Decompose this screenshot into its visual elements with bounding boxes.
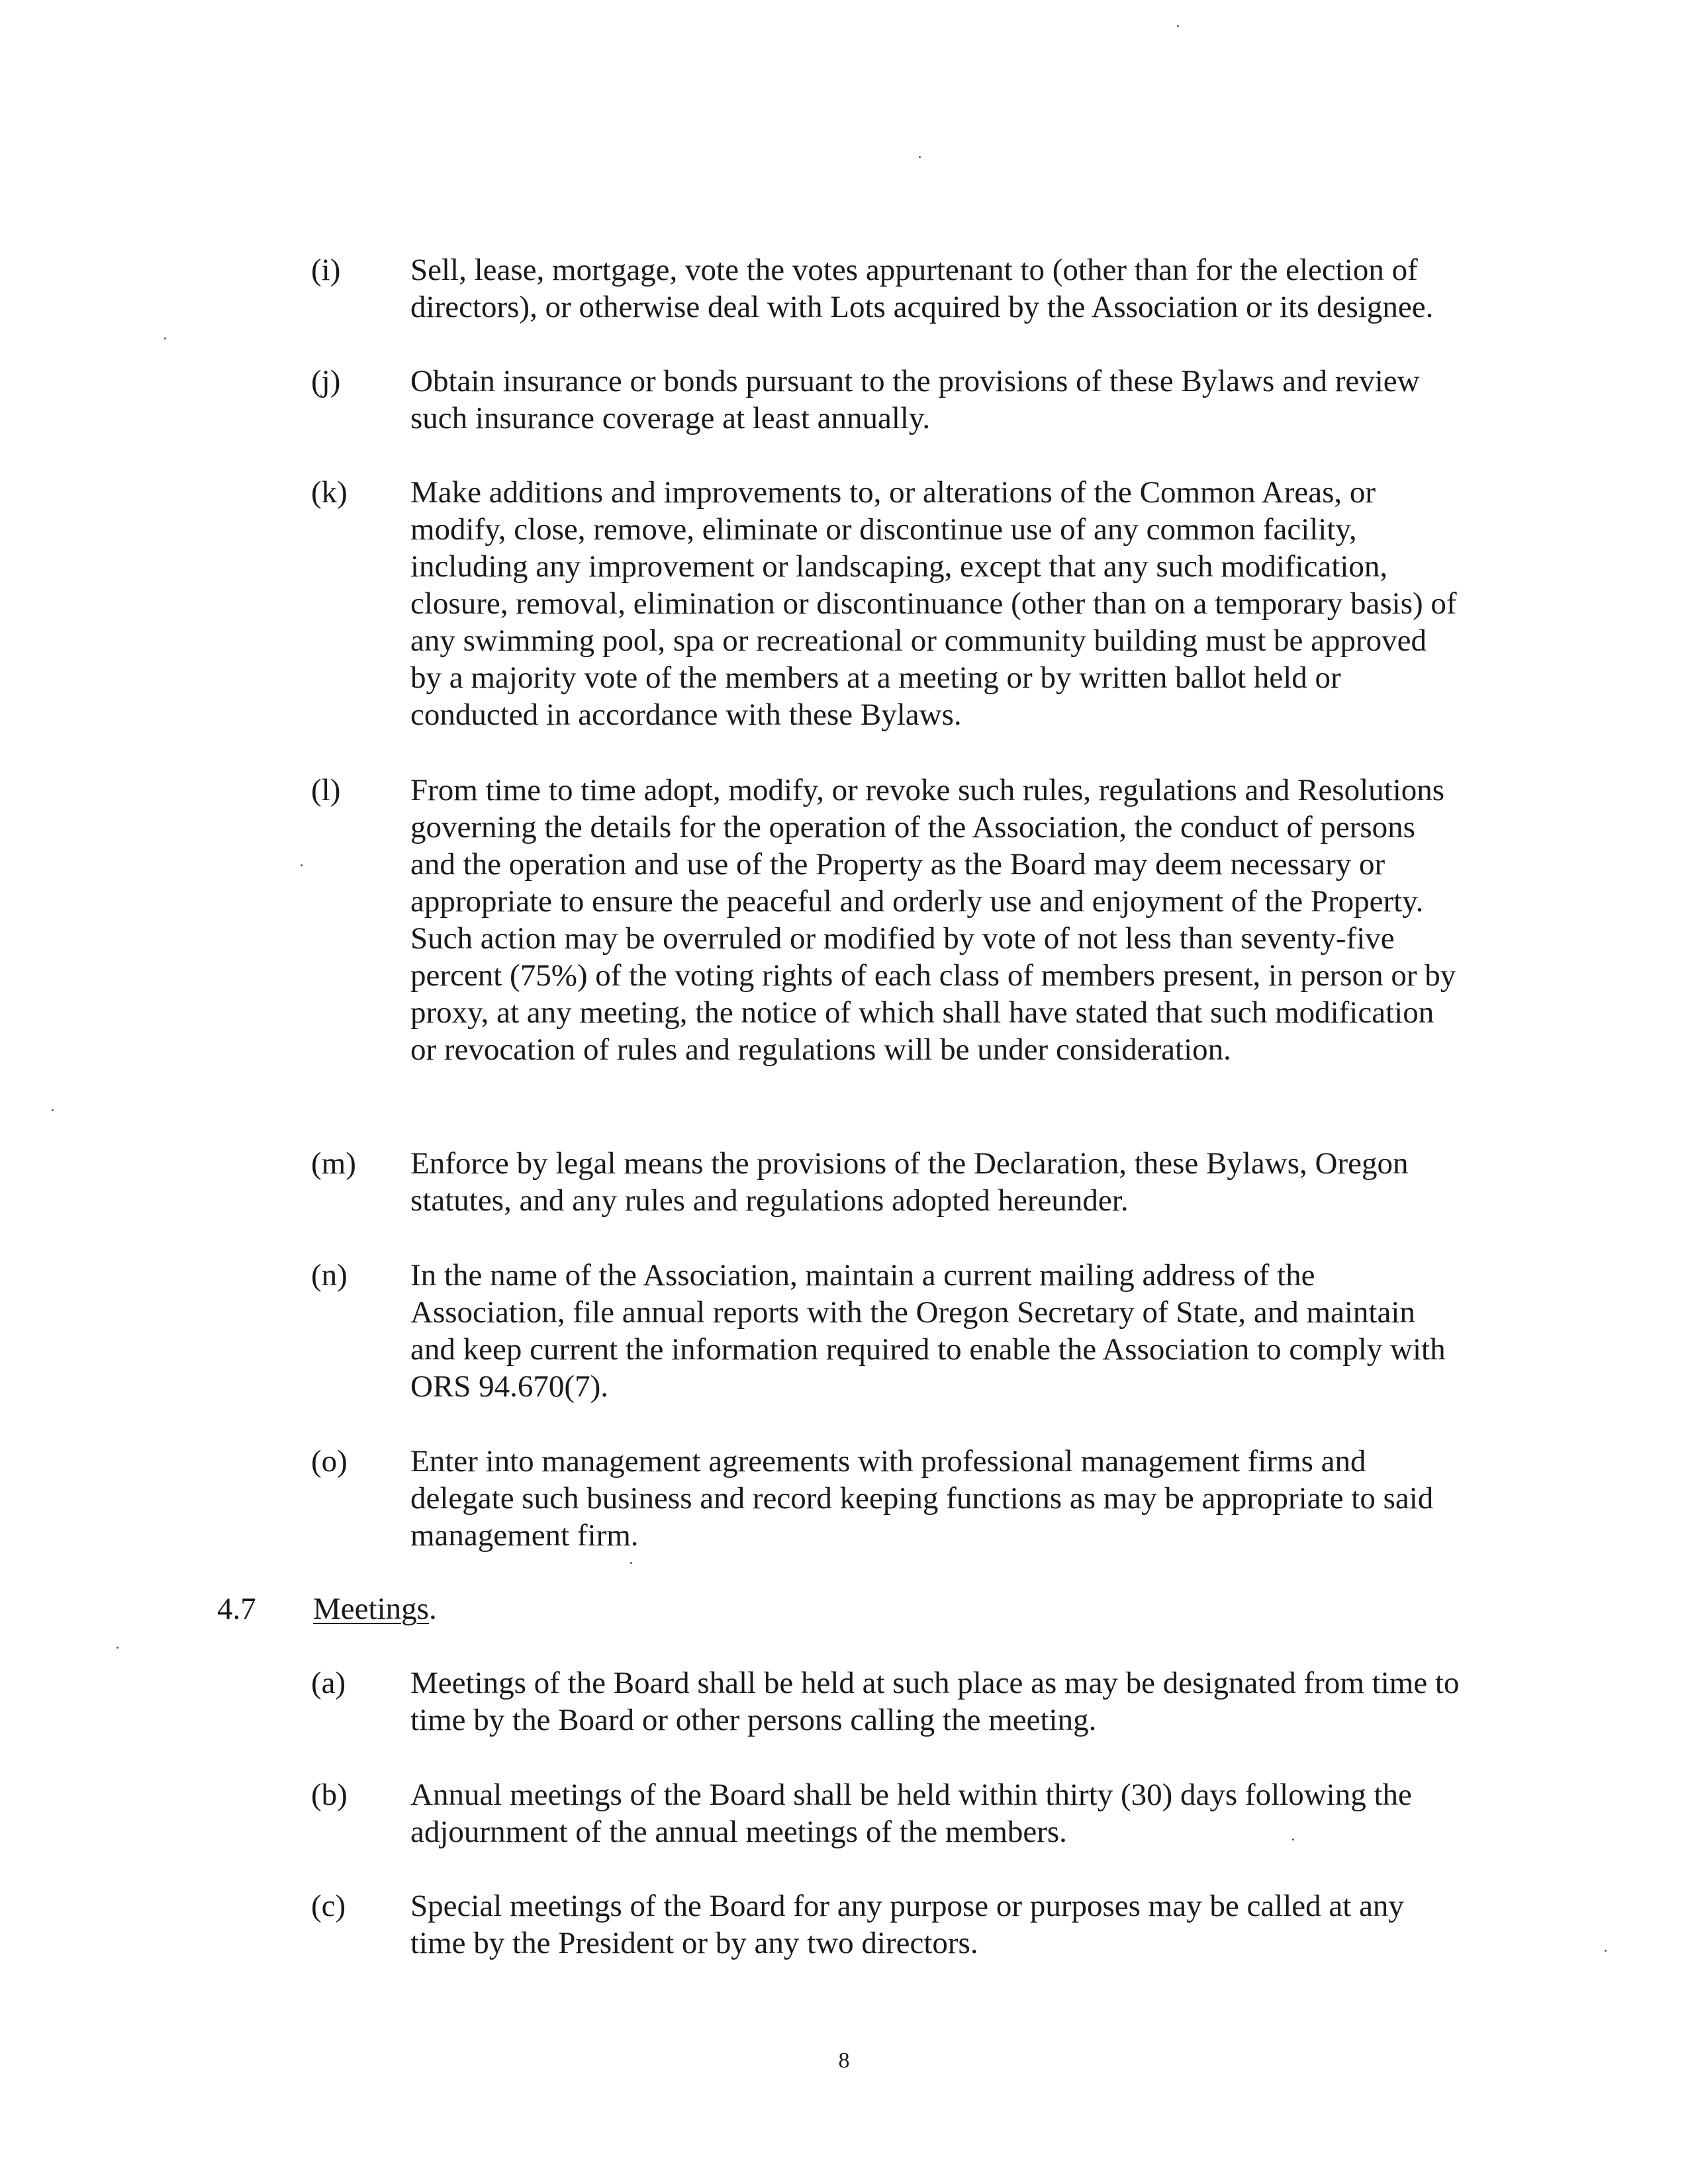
item-text: Sell, lease, mortgage, vote the votes appurtenant to (other than for the election of directors), or otherwise deal with Lots acquired by the Association or its designee. [410,253,1434,324]
scan-speck [1177,25,1179,27]
scan-speck [919,156,921,158]
scan-speck [1292,1839,1294,1841]
scan-speck [117,1647,118,1649]
section-title-punctuation: . [429,1592,437,1626]
item-text: Make additions and improvements to, or alterations of the Common Areas, or modify, close, remove, eliminate or discontinue use of any common facility, including any improvement or landscaping, except that any such modification, closure, removal, elimination or discontinuance (other than on a temporary basis) of any swimming pool, spa or recreational or community building must be approved by a majority vote of the members at a meeting or by written ballot held or conducted in accordance with these Bylaws. [410,475,1457,732]
scan-speck [1605,1950,1607,1952]
section-title: Meetings [313,1592,429,1626]
item-label: (l) [311,773,341,807]
item-label: (k) [311,475,348,510]
item-text: Special meetings of the Board for any purpose or purposes may be called at any time by the President or by any two directors. [410,1889,1404,1960]
section-number: 4.7 [217,1592,256,1626]
scan-speck [52,1109,54,1111]
item-text: Meetings of the Board shall be held at such place as may be designated from time to time by the Board or other persons calling the meeting. [410,1666,1460,1737]
scan-speck [164,338,166,340]
scan-speck [301,864,303,866]
item-text: Enforce by legal means the provisions of the Declaration, these Bylaws, Oregon statutes, and any rules and regulations adopted hereunder. [410,1146,1409,1218]
scan-speck [630,1562,632,1564]
item-label: (b) [311,1778,348,1812]
item-label: (a) [311,1666,346,1700]
item-label: (c) [311,1889,346,1923]
item-text: Obtain insurance or bonds pursuant to the provisions of these Bylaws and review such insurance coverage at least annually. [410,364,1420,435]
page-number: 8 [838,2048,850,2073]
item-text: From time to time adopt, modify, or revoke such rules, regulations and Resolutions governing the details for the operation of the Association, the conduct of persons and the operation and use of the Property as the Board may deem necessary or appropriate to ensure the peaceful and orderly use and enjoyment of the Property. Such action may be overruled or modified by vote of not less than seventy-five percent (75%) of the voting rights of each class of members present, in person or by proxy, at any meeting, the notice of which shall have stated that such modification or revocation of rules and regulations will be under consideration. [410,773,1456,1067]
item-text: Annual meetings of the Board shall be held within thirty (30) days following the adjournment of the annual meetings of the members. [410,1778,1412,1849]
item-text: Enter into management agreements with professional management firms and delegate such business and record keeping functions as may be appropriate to said management firm. [410,1444,1434,1553]
item-label: (m) [311,1146,356,1181]
item-label: (n) [311,1258,348,1293]
item-label: (j) [311,364,341,398]
item-text: In the name of the Association, maintain a current mailing address of the Association, file annual reports with the Oregon Secretary of State, and maintain and keep current the information required to enable the Association to comply with ORS 94.670(7). [410,1258,1446,1404]
item-label: (o) [311,1444,348,1479]
item-label: (i) [311,253,341,287]
